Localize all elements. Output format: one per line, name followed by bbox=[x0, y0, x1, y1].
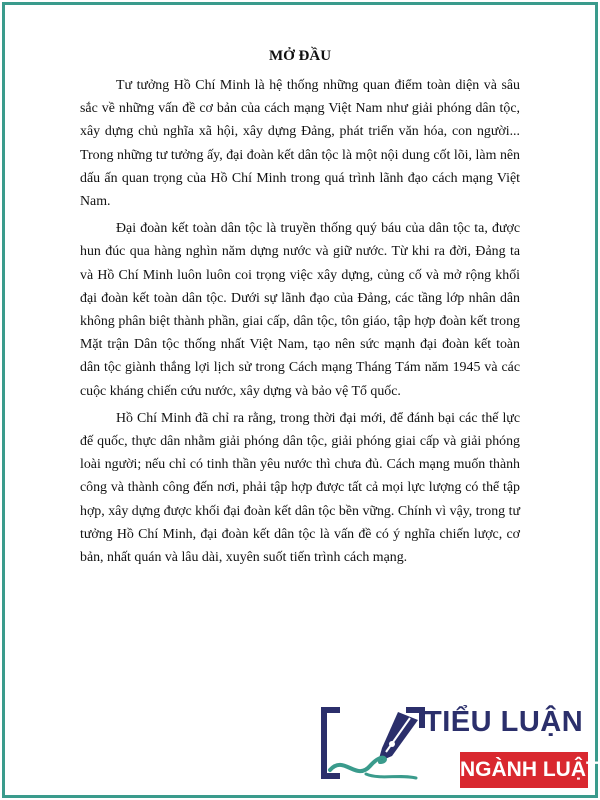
site-logo bbox=[308, 700, 599, 792]
paragraph-2: Đại đoàn kết toàn dân tộc là truyền thống quý báu của dân tộc ta, được hun đúc qua hàng nghìn năm dựng nước và giữ nước. Từ khi ra đời, Đảng ta và Hồ Chí Minh luôn luôn coi trọng việc xây dựng, củng cố và mở rộng khối đại đoàn kết toàn dân tộc. Dưới sự lãnh đạo của Đảng, các tầng lớp nhân dân không phân biệt thành phần, giai cấp, dân tộc, tôn giáo, tập hợp đoàn kết trong Mặt trận Dân tộc thống nhất Việt Nam, tạo nên sức mạnh đại đoàn kết toàn dân tộc giành thắng lợi lịch sử trong Cách mạng Tháng Tám năm 1945 và các cuộc kháng chiến cứu nước, xây dựng và bảo vệ Tổ quốc. bbox=[80, 221, 520, 399]
fountain-pen-nib-icon bbox=[320, 704, 426, 786]
paragraph-3: Hồ Chí Minh đã chỉ ra rằng, trong thời đại mới, để đánh bại các thế lực đế quốc, thực dân nhằm giải phóng dân tộc, giải phóng giai cấp và giải phóng loài người; nếu chỉ có tinh thần yêu nước thì chưa đủ. Cách mạng muốn thành công và thành công đến nơi, phải tập hợp được tất cả mọi lực lượng có thể tập hợp, xây dựng được khối đại đoàn kết dân tộc bền vững. Chính vì vậy, trong tư tưởng Hồ Chí Minh, đại đoàn kết dân tộc là vấn đề có ý nghĩa chiến lược, cơ bản, nhất quán và lâu dài, xuyên suốt tiến trình cách mạng. bbox=[80, 410, 520, 566]
logo-banner bbox=[460, 752, 599, 788]
logo-subtitle: NGÀNH LUẬT bbox=[460, 758, 599, 781]
document-body bbox=[80, 44, 520, 573]
document-title: MỞ ĐẦU bbox=[268, 48, 332, 64]
logo-title: TIỂU LUẬN bbox=[424, 706, 584, 738]
paragraph-1: Tư tưởng Hồ Chí Minh là hệ thống những quan điểm toàn diện và sâu sắc về những vấn đề cơ bản của cách mạng Việt Nam như giải phóng dân tộc, xây dựng chủ nghĩa xã hội, xây dựng Đảng, phát triển văn hóa, con người... Trong những tư tưởng ấy, đại đoàn kết dân tộc là một nội dung cốt lõi, làm nên dấu ấn quan trọng của Hồ Chí Minh trong quá trình lãnh đạo cách mạng Việt Nam. bbox=[80, 78, 520, 210]
